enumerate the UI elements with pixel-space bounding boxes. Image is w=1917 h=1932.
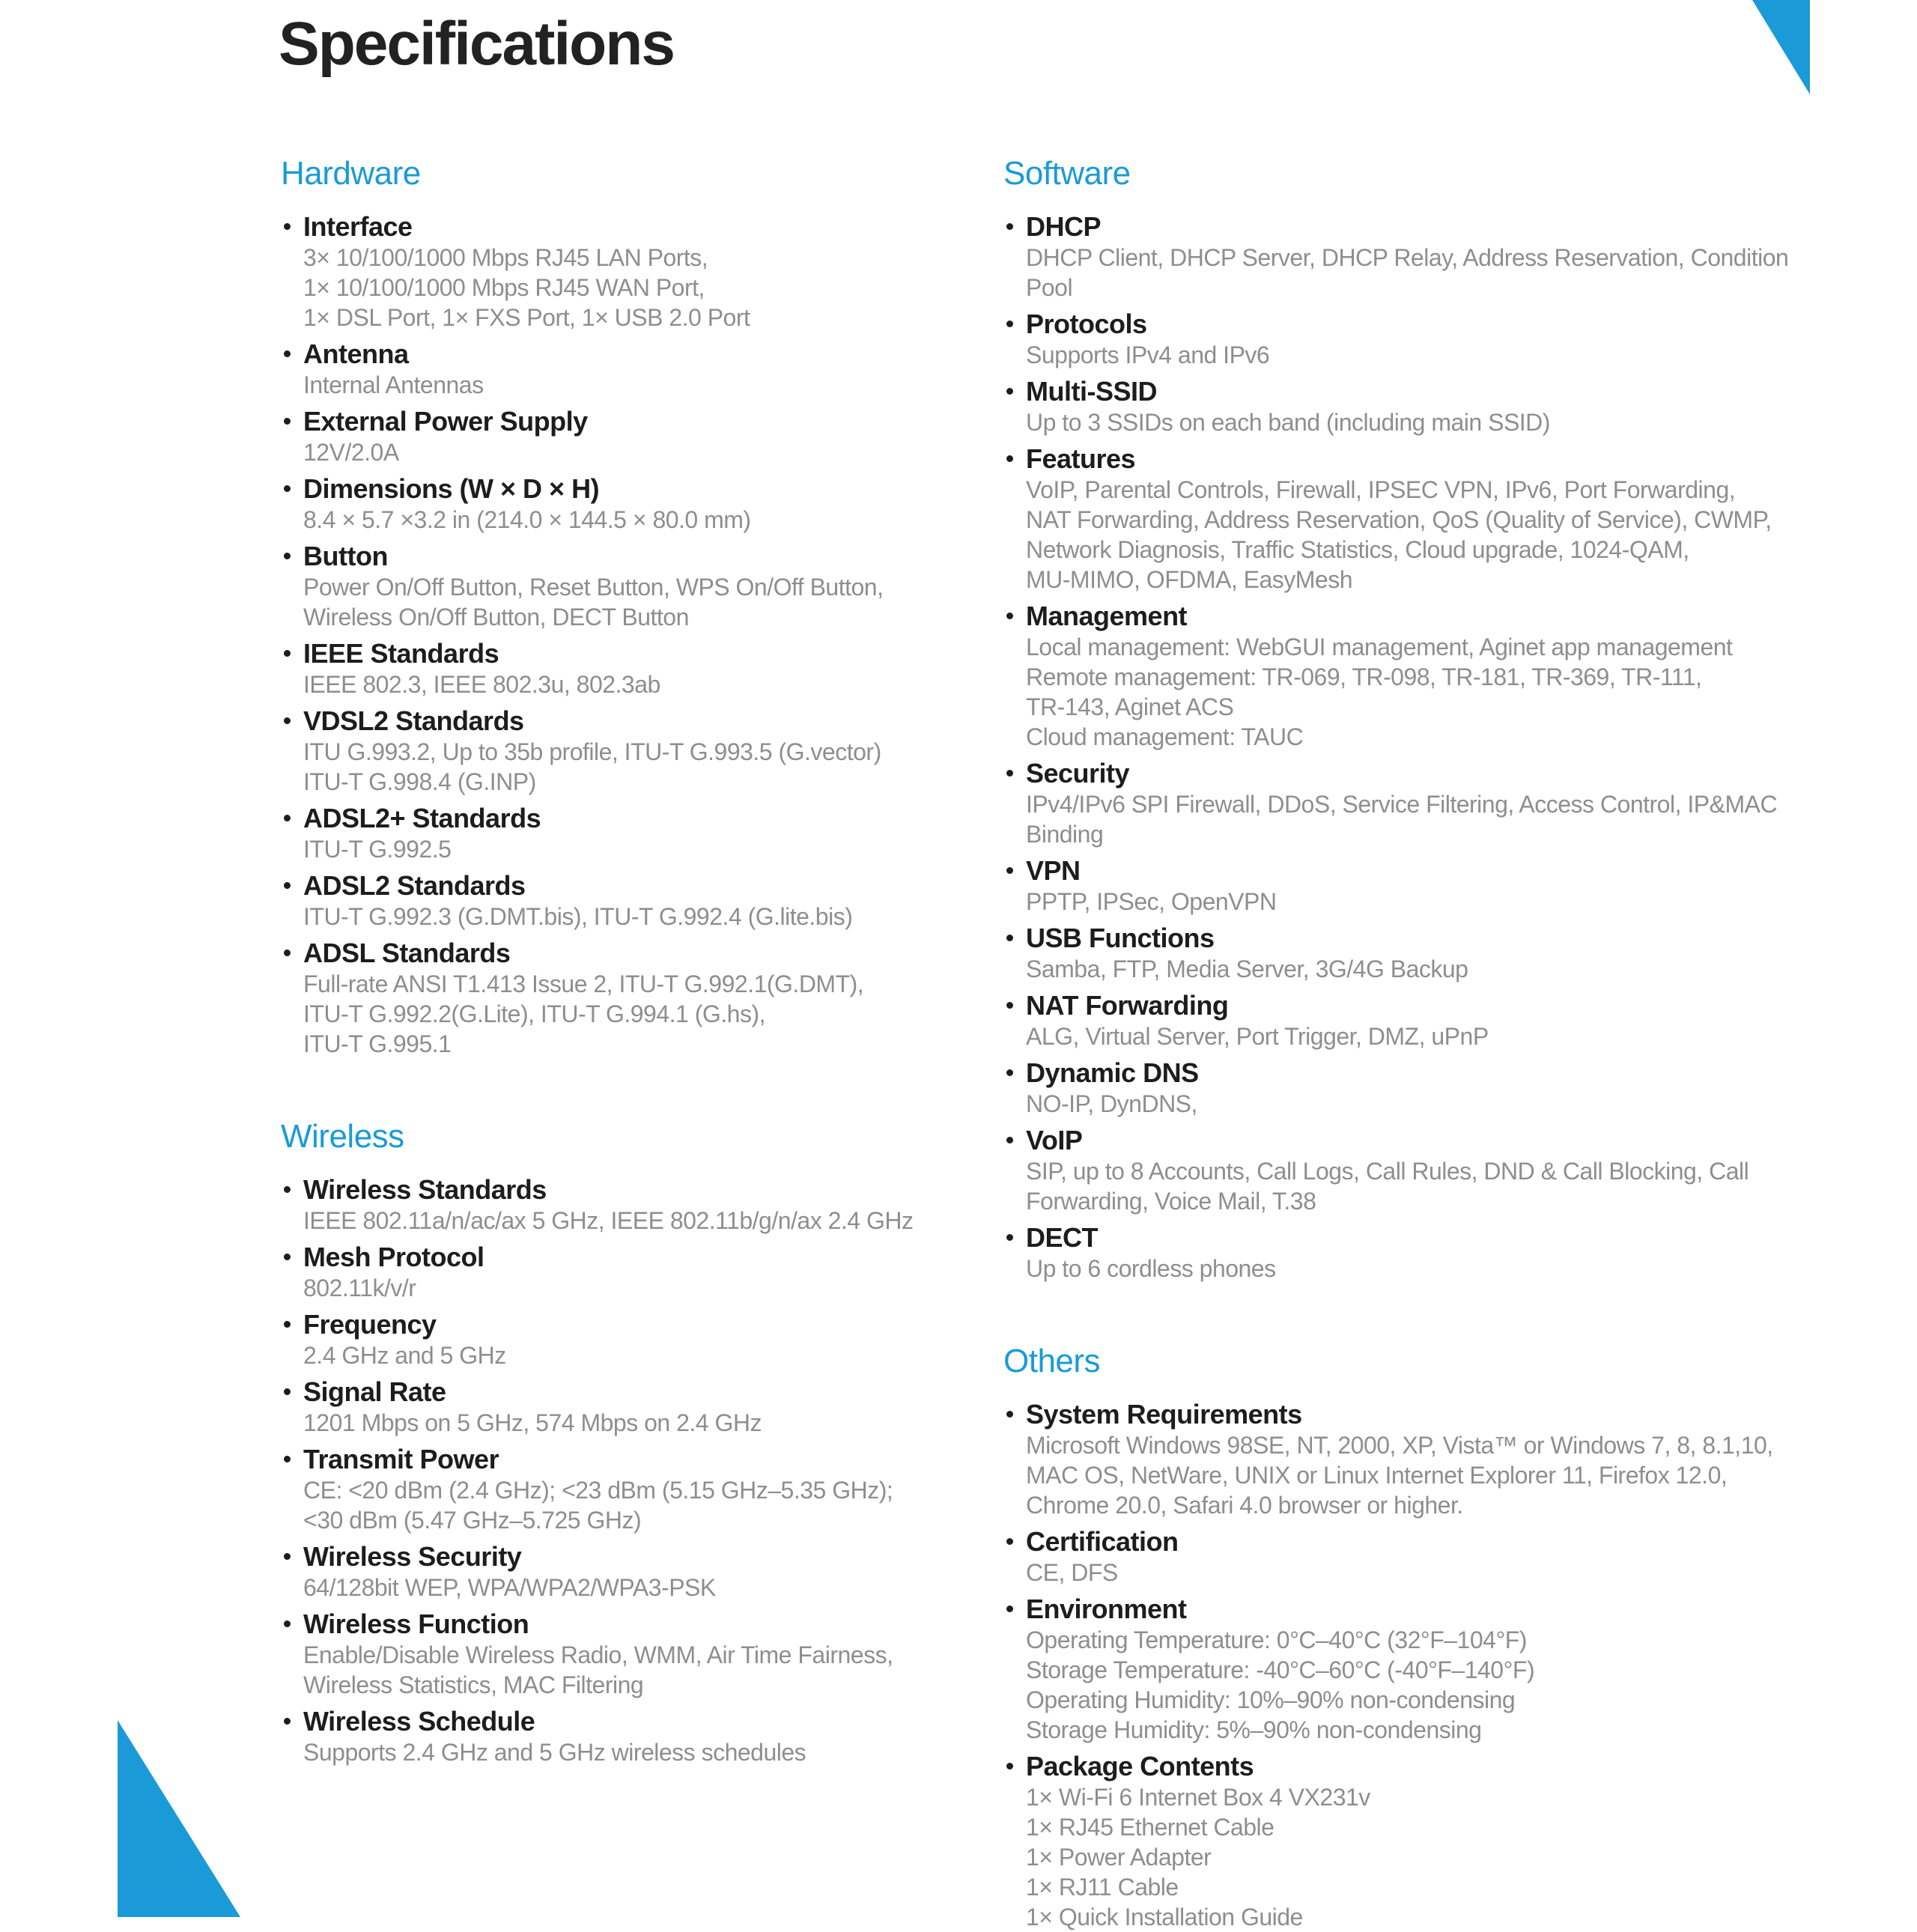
bullet-icon <box>1006 1002 1013 1009</box>
spec-line: Remote management: TR-069, TR-098, TR-181, TR-369, TR-111, <box>1026 663 1702 690</box>
page-title: Specifications <box>279 10 674 78</box>
bullet-icon <box>1006 321 1013 327</box>
spec-item-title: Features <box>1026 443 1136 474</box>
spec-item-title: Dynamic DNS <box>1026 1057 1199 1088</box>
spec-line: Up to 6 cordless phones <box>1026 1255 1276 1282</box>
bullet-icon <box>1006 223 1013 230</box>
spec-line: Binding <box>1026 821 1104 848</box>
spec-line: <30 dBm (5.47 GHz–5.725 GHz) <box>303 1507 642 1534</box>
spec-line: Operating Temperature: 0°C–40°C (32°F–104°F) <box>1026 1626 1527 1653</box>
bullet-icon <box>1006 1069 1013 1076</box>
spec-line: IPv4/IPv6 SPI Firewall, DDoS, Service Filtering, Access Control, IP&MAC <box>1026 791 1778 818</box>
section-wireless <box>281 1119 977 1767</box>
spec-item-adsl-standards <box>281 938 977 1059</box>
bullet-icon <box>284 350 291 357</box>
spec-item-title: Wireless Security <box>303 1541 522 1572</box>
spec-item-security <box>1003 758 1880 849</box>
spec-line: Cloud management: TAUC <box>1026 723 1304 750</box>
bullet-icon <box>1006 1234 1013 1241</box>
spec-line: 64/128bit WEP, WPA/WPA2/WPA3-PSK <box>303 1574 716 1601</box>
bullet-icon <box>284 1254 291 1260</box>
bullet-icon <box>1006 388 1013 395</box>
spec-item-title: VPN <box>1026 855 1081 886</box>
spec-item-title: Wireless Function <box>303 1609 529 1639</box>
spec-item-title: ADSL2 Standards <box>303 870 526 901</box>
spec-line: 12V/2.0A <box>303 439 399 466</box>
spec-item-ieee-standards <box>281 638 977 699</box>
bullet-icon <box>284 1321 291 1328</box>
bullet-icon <box>1006 1763 1013 1770</box>
spec-line: Forwarding, Voice Mail, T.38 <box>1026 1188 1316 1215</box>
spec-line: Supports 2.4 GHz and 5 GHz wireless schedules <box>303 1739 806 1766</box>
spec-item-antenna <box>281 338 977 400</box>
bullet-icon <box>284 418 291 425</box>
spec-item-title: Antenna <box>303 338 409 369</box>
column-right <box>1003 156 1880 1932</box>
spec-line: 1× Power Adapter <box>1026 1844 1212 1871</box>
spec-item-vpn <box>1003 855 1880 917</box>
bullet-icon <box>284 650 291 657</box>
spec-item-vdsl2-standards <box>281 705 977 797</box>
spec-line: NAT Forwarding, Address Reservation, QoS (Quality of Service), CWMP, <box>1026 506 1772 533</box>
spec-item-title: Management <box>1026 601 1188 631</box>
spec-item-title: DECT <box>1026 1222 1098 1253</box>
bullet-icon <box>1006 455 1013 462</box>
spec-line: CE, DFS <box>1026 1559 1118 1586</box>
spec-item-title: Multi-SSID <box>1026 376 1157 407</box>
spec-item-title: Certification <box>1026 1526 1179 1557</box>
bullet-icon <box>284 1388 291 1395</box>
spec-line: Network Diagnosis, Traffic Statistics, Cloud upgrade, 1024-QAM, <box>1026 536 1689 563</box>
spec-item-title: NAT Forwarding <box>1026 990 1229 1021</box>
spec-item-transmit-power <box>281 1444 977 1535</box>
spec-item-features <box>1003 443 1880 595</box>
spec-item-management <box>1003 601 1880 752</box>
spec-line: ALG, Virtual Server, Port Trigger, DMZ, uPnP <box>1026 1023 1489 1050</box>
spec-line: ITU-T G.998.4 (G.INP) <box>303 768 536 795</box>
spec-item-external-power-supply <box>281 406 977 467</box>
bullet-icon <box>284 553 291 559</box>
spec-item-adsl2-standards <box>281 870 977 932</box>
corner-triangle-top-right <box>1752 0 1810 94</box>
bullet-icon <box>284 815 291 821</box>
spec-line: Enable/Disable Wireless Radio, WMM, Air Time Fairness, <box>303 1641 893 1668</box>
bullet-icon <box>1006 935 1013 941</box>
spec-item-title: Signal Rate <box>303 1376 446 1407</box>
spec-line: 8.4 × 5.7 ×3.2 in (214.0 × 144.5 × 80.0 mm) <box>303 506 751 533</box>
bullet-icon <box>284 1718 291 1725</box>
spec-line: 1× Quick Installation Guide <box>1026 1904 1303 1931</box>
spec-line: Storage Humidity: 5%–90% non-condensing <box>1026 1716 1482 1743</box>
bullet-icon <box>1006 1538 1013 1545</box>
spec-item-dhcp <box>1003 211 1880 303</box>
spec-item-title: Wireless Standards <box>303 1174 547 1205</box>
spec-item-title: DHCP <box>1026 211 1102 242</box>
spec-line: SIP, up to 8 Accounts, Call Logs, Call Rules, DND & Call Blocking, Call <box>1026 1158 1749 1185</box>
spec-item-button <box>281 541 977 632</box>
section-hardware <box>281 156 977 1059</box>
spec-item-title: Security <box>1026 758 1130 789</box>
spec-item-title: ADSL Standards <box>303 938 511 968</box>
section-heading-wireless: Wireless <box>281 1118 404 1155</box>
spec-line: VoIP, Parental Controls, Firewall, IPSEC VPN, IPv6, Port Forwarding, <box>1026 476 1736 503</box>
spec-line: Storage Temperature: -40°C–60°C (-40°F–140°F) <box>1026 1656 1535 1683</box>
spec-line: ITU-T G.992.2(G.Lite), ITU-T G.994.1 (G.hs), <box>303 1000 765 1027</box>
bullet-icon <box>1006 1411 1013 1418</box>
column-left <box>281 156 977 1767</box>
spec-item-title: Wireless Schedule <box>303 1706 535 1737</box>
section-heading-software: Software <box>1003 155 1131 192</box>
spec-line: ITU-T G.992.3 (G.DMT.bis), ITU-T G.992.4 (G.lite.bis) <box>303 903 853 930</box>
section-heading-others: Others <box>1003 1343 1101 1379</box>
spec-item-adsl2-standards <box>281 803 977 864</box>
spec-line: Local management: WebGUI management, Aginet app management <box>1026 634 1733 660</box>
spec-line: ITU G.993.2, Up to 35b profile, ITU-T G.993.5 (G.vector) <box>303 738 881 765</box>
spec-item-voip <box>1003 1125 1880 1216</box>
spec-item-interface <box>281 211 977 332</box>
spec-line: IEEE 802.3, IEEE 802.3u, 802.3ab <box>303 671 660 698</box>
spec-line: 3× 10/100/1000 Mbps RJ45 LAN Ports, <box>303 244 708 271</box>
spec-item-title: Frequency <box>303 1309 437 1340</box>
spec-line: ITU-T G.995.1 <box>303 1030 452 1057</box>
spec-item-title: Mesh Protocol <box>303 1242 484 1272</box>
bullet-icon <box>1006 613 1013 619</box>
bullet-icon <box>284 223 291 230</box>
spec-line: IEEE 802.11a/n/ac/ax 5 GHz, IEEE 802.11b/g/n/ax 2.4 GHz <box>303 1207 914 1234</box>
spec-item-system-requirements <box>1003 1399 1880 1520</box>
spec-item-title: Package Contents <box>1026 1751 1254 1781</box>
spec-item-title: Dimensions (W × D × H) <box>303 473 600 504</box>
spec-line: 1× DSL Port, 1× FXS Port, 1× USB 2.0 Port <box>303 304 750 331</box>
bullet-icon <box>284 717 291 724</box>
spec-line: Wireless Statistics, MAC Filtering <box>303 1671 644 1698</box>
spec-line: PPTP, IPSec, OpenVPN <box>1026 888 1277 915</box>
spec-item-wireless-security <box>281 1541 977 1603</box>
bullet-icon <box>284 950 291 956</box>
spec-line: Wireless On/Off Button, DECT Button <box>303 604 689 631</box>
spec-item-title: Environment <box>1026 1594 1187 1624</box>
spec-line: Microsoft Windows 98SE, NT, 2000, XP, Vista™ or Windows 7, 8, 8.1,10, <box>1026 1432 1773 1459</box>
spec-line: 2.4 GHz and 5 GHz <box>303 1342 506 1369</box>
bullet-icon <box>284 1620 291 1627</box>
spec-line: 1× RJ45 Ethernet Cable <box>1026 1814 1275 1841</box>
section-heading-hardware: Hardware <box>281 155 421 192</box>
spec-line: Power On/Off Button, Reset Button, WPS On/Off Button, <box>303 574 884 601</box>
bullet-icon <box>1006 867 1013 874</box>
spec-item-dynamic-dns <box>1003 1057 1880 1119</box>
spec-item-title: Button <box>303 541 388 571</box>
bullet-icon <box>284 1186 291 1193</box>
spec-line: MU-MIMO, OFDMA, EasyMesh <box>1026 566 1353 593</box>
spec-item-title: Transmit Power <box>303 1444 499 1474</box>
spec-line: Full-rate ANSI T1.413 Issue 2, ITU-T G.992.1(G.DMT), <box>303 970 864 997</box>
spec-item-usb-functions <box>1003 923 1880 984</box>
spec-item-wireless-function <box>281 1609 977 1700</box>
spec-line: Pool <box>1026 274 1073 301</box>
spec-item-dimensions-w-d-h <box>281 473 977 535</box>
spec-line: NO-IP, DynDNS, <box>1026 1090 1197 1117</box>
spec-item-wireless-schedule <box>281 1706 977 1767</box>
spec-item-title: External Power Supply <box>303 406 588 437</box>
spec-item-multi-ssid <box>1003 376 1880 437</box>
spec-line: TR-143, Aginet ACS <box>1026 693 1234 720</box>
spec-line: CE: <20 dBm (2.4 GHz); <23 dBm (5.15 GHz–5.35 GHz); <box>303 1477 893 1504</box>
spec-item-protocols <box>1003 309 1880 370</box>
spec-item-dect <box>1003 1222 1880 1284</box>
spec-line: ITU-T G.992.5 <box>303 836 452 863</box>
bullet-icon <box>284 1456 291 1462</box>
corner-triangle-bottom-left <box>118 1720 240 1917</box>
spec-item-title: IEEE Standards <box>303 638 499 669</box>
spec-item-nat-forwarding <box>1003 990 1880 1051</box>
spec-line: Internal Antennas <box>303 371 484 398</box>
spec-line: DHCP Client, DHCP Server, DHCP Relay, Address Reservation, Condition <box>1026 244 1789 271</box>
spec-item-wireless-standards <box>281 1174 977 1236</box>
spec-item-title: Protocols <box>1026 309 1147 339</box>
spec-item-title: USB Functions <box>1026 923 1215 953</box>
spec-item-mesh-protocol <box>281 1242 977 1303</box>
spec-item-certification <box>1003 1526 1880 1588</box>
bullet-icon <box>284 1553 291 1560</box>
spec-line: MAC OS, NetWare, UNIX or Linux Internet Explorer 11, Firefox 12.0, <box>1026 1462 1728 1489</box>
spec-line: Operating Humidity: 10%–90% non-condensing <box>1026 1686 1516 1713</box>
section-software <box>1003 156 1880 1284</box>
bullet-icon <box>284 485 291 492</box>
spec-line: Up to 3 SSIDs on each band (including main SSID) <box>1026 409 1550 436</box>
spec-line: Chrome 20.0, Safari 4.0 browser or higher. <box>1026 1492 1463 1519</box>
bullet-icon <box>1006 1137 1013 1143</box>
spec-line: 1× RJ11 Cable <box>1026 1874 1179 1901</box>
section-others <box>1003 1343 1880 1932</box>
spec-item-frequency <box>281 1309 977 1370</box>
bullet-icon <box>1006 770 1013 777</box>
spec-item-environment <box>1003 1594 1880 1745</box>
spec-item-signal-rate <box>281 1376 977 1438</box>
spec-line: 1× 10/100/1000 Mbps RJ45 WAN Port, <box>303 274 705 301</box>
spec-item-title: ADSL2+ Standards <box>303 803 541 833</box>
bullet-icon <box>1006 1606 1013 1612</box>
spec-item-title: System Requirements <box>1026 1399 1302 1430</box>
spec-line: Supports IPv4 and IPv6 <box>1026 341 1270 368</box>
spec-line: 802.11k/v/r <box>303 1275 416 1301</box>
spec-item-title: VDSL2 Standards <box>303 705 524 736</box>
spec-item-package-contents <box>1003 1751 1880 1932</box>
bullet-icon <box>284 882 291 889</box>
spec-item-title: Interface <box>303 211 413 242</box>
spec-line: Samba, FTP, Media Server, 3G/4G Backup <box>1026 956 1468 982</box>
spec-item-title: VoIP <box>1026 1125 1083 1155</box>
spec-line: 1201 Mbps on 5 GHz, 574 Mbps on 2.4 GHz <box>303 1409 762 1436</box>
spec-line: 1× Wi-Fi 6 Internet Box 4 VX231v <box>1026 1784 1370 1811</box>
